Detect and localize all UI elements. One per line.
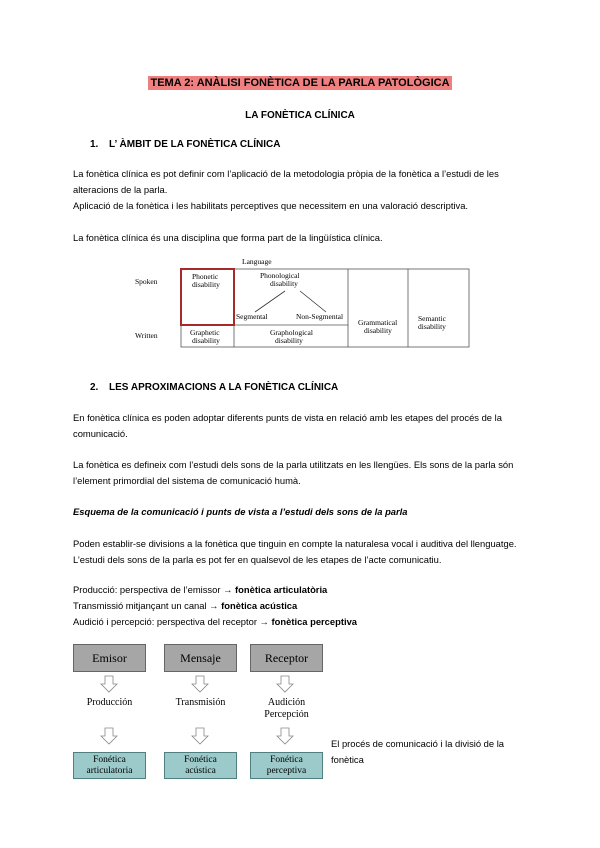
arrow-down-icon (101, 728, 117, 744)
arrow-down-icon (277, 728, 293, 744)
segmental-label: Segmental (236, 312, 268, 321)
written-label: Written (135, 331, 158, 340)
diagram-caption: El procés de comunicació i la divisió de la fonètica (331, 738, 505, 765)
section-heading-1: 1. L’ ÀMBIT DE LA FONÈTICA CLÍNICA (90, 139, 281, 150)
language-label: Language (242, 257, 272, 266)
paragraph-phonetics-definition: La fonètica es defineix com l’estudi dels sons de la parla utilitzats en les llengües. Els sons de la parla són l’element primordial del sistema de comunicació humà. (73, 459, 514, 486)
paragraph-viewpoints: En fonètica clínica es poden adoptar diferents punts de vista en relació amb les etapes del procés de la comunicació. (73, 412, 502, 439)
audicion-label: Audición (267, 697, 306, 708)
arrow-down-icon (101, 676, 117, 692)
arrow-down-icon (192, 728, 208, 744)
arrow-down-icon (277, 676, 293, 692)
transmision-label: Transmisión (175, 697, 226, 708)
mensaje-box: Mensaje (164, 644, 237, 672)
document-subtitle: LA FONÈTICA CLÍNICA (245, 110, 355, 121)
perspective-line-production: Producció: perspectiva de l’emissor → fonètica articulatòria (73, 584, 328, 595)
document-title: TEMA 2: ANÀLISI FONÈTICA DE LA PARLA PATOLÒGICA (150, 77, 450, 89)
graphological-disability-label: Graphological disability (270, 328, 313, 345)
produccion-label: Producción (86, 697, 133, 708)
paragraph-definition: La fonètica clínica es pot definir com l’aplicació de la metodologia pròpia de la fonètica a l’estudi de les alteracions de la parla. (73, 168, 499, 195)
arrow-down-icon (192, 676, 208, 692)
paragraph-application: Aplicació de la fonètica i les habilitats perceptives que necessitem en una valoració descriptiva. (73, 200, 469, 211)
receptor-box: Receptor (250, 644, 323, 672)
paragraph-discipline: La fonètica clínica és una disciplina que forma part de la lingüística clínica. (73, 232, 383, 243)
graphetic-disability-label: Graphetic disability (190, 328, 220, 345)
grammatical-disability-label: Grammatical disability (358, 318, 398, 335)
spoken-label: Spoken (135, 277, 158, 286)
percepcion-label: Percepción (264, 709, 309, 720)
semantic-disability-label: Semantic disability (418, 314, 446, 331)
nonsegmental-label: Non-Segmental (296, 312, 344, 321)
section-heading-2: 2. LES APROXIMACIONS A LA FONÈTICA CLÍNICA (90, 382, 339, 393)
perspective-line-transmission: Transmissió mitjançant un canal → fonètica acústica (73, 600, 298, 611)
fonetica-perceptiva-box: Fonética perceptiva (250, 752, 323, 779)
paragraph-scheme-heading: Esquema de la comunicació i punts de vista a l’estudi dels sons de la parla (73, 506, 408, 517)
phonetic-disability-label: Phonetic disability (192, 272, 220, 289)
paragraph-divisions: Poden establir-se divisions a la fonètica que tinguin en compte la naturalesa vocal i auditiva del llenguatge. L’estudi dels sons de la parla es pot fer en qualsevol de les etapes de l’acte comunicatiu. (73, 538, 517, 565)
fonetica-acustica-box: Fonética acústica (164, 752, 237, 779)
perspective-line-perception: Audició i percepció: perspectiva del receptor → fonètica perceptiva (73, 616, 357, 627)
emisor-box: Emisor (73, 644, 146, 672)
fonetica-articulatoria-box: Fonética articulatoria (73, 752, 146, 779)
phonological-disability-label: Phonological disability (260, 271, 300, 288)
